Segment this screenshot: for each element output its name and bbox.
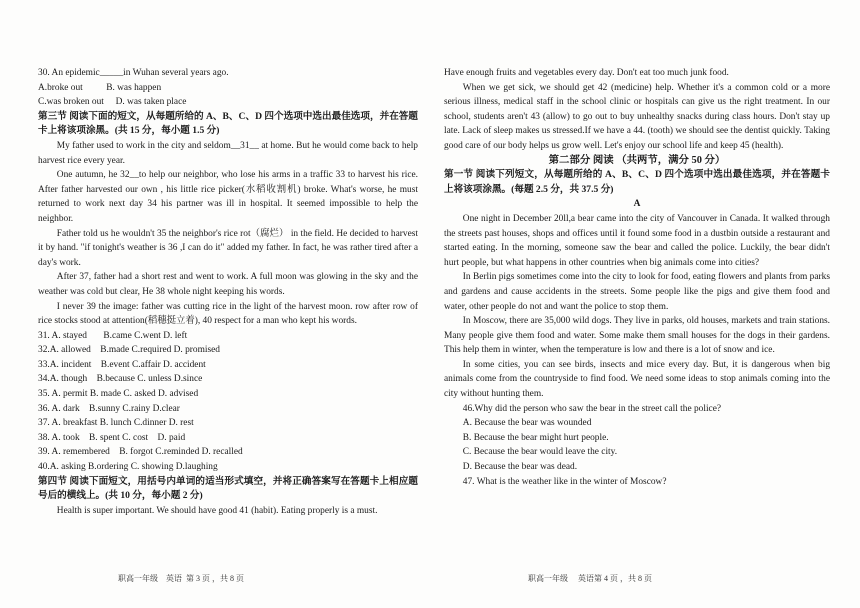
section-3-heading: 第三节 阅读下面的短文，从每题所给的 A、B、C、D 四个选项中选出最佳选项，并在答题卡上将该项涂黑。(共 15 分，每小题 1.5 分) [38,110,418,137]
passage-paragraph: One night in December 20ll,a bear came into the city of Vancouver in Canada. It walked through the streets past houses, shops and offices until it found some food in a dustbin outside a restaurant and started eating. In the morning, someone saw the bear and called the police. Luckily, the bear didn't hurt people, but what happens in other countries when big animals come into cities? [444,213,830,268]
cloze-option-38: 38. A. took B. spent C. cost D. paid [38,432,186,443]
section-1-heading: 第一节 阅读下列短文，从每题所给的 A、B、C、D 四个选项中选出最佳选项，并在答题卡上将该项涂黑。(每题 2.5 分，共 37.5 分) [444,169,830,195]
question-46-stem: 46.Why did the person who saw the bear in the street call the police? [462,403,722,414]
right-column [444,66,830,489]
passage-paragraph: In some cities, you can see birds, insects and mice every day. But, it is dangerous when big animals come from the countryside to find food. We need some ideas to stop animals coming into the city without hunting them. [444,359,830,400]
cloze-option-31: 31. A. stayed B.came C.went D. left [38,330,188,341]
passage-paragraph: In Moscow, there are 35,000 wild dogs. They live in parks, old houses, markets and train stations. Many people give them food and water. Some make them small houses for the dogs in their gardens. This help them in winter, when the temperature is low and there is a lot of snow and ice. [444,316,830,356]
passage-paragraph: In Berlin pigs sometimes come into the city to look for food, eating flowers and plants from parks and gardens and cause accidents in the streets. Some people like the pigs and give them food and water, other people do not and want the police to stop them. [444,272,830,312]
fill-in-paragraph-continued: Have enough fruits and vegetables every day. Don't eat too much junk food. [444,68,729,78]
cloze-option-32: 32.A. allowed B.made C.required D. promised [38,345,220,356]
question-46-option-a: A. Because the bear was wounded [462,418,592,429]
question-30-stem: 30. An epidemic_____in Wuhan several years ago. [38,68,229,78]
cloze-option-36: 36. A. dark B.sunny C.rainy D.clear [38,403,180,414]
fill-in-paragraph-2: When we get sick, we should get 42 (medicine) help. Whether it's a common cold or a more serious illness, medical staff in the school clinic or hospitals can give us the right treatment. In our school, students aren't 43 (allow) to go out to buy unhealthy snacks during class hours. Don't stay up late. Lack of sleep makes us stressed.If we have a 44. (tooth) we should see the dentist quickly. Taking good care of our body helps us grow well. Let's enjoy our school life and keep 45 (health). [444,82,830,151]
question-30-options-ab: A.broke out B. was happen [38,82,162,93]
cloze-paragraph: One autumn, he 32__to help our neighbor, who lose his arms in a traffic 33 to harvest his rice. After father harvested our own , his little rice picker(水稻收割机) broke. What's worse, he must returned to work next day 34 his partner was ill in hospital. It seemed impossible to help the neighbor. [38,170,418,224]
cloze-option-35: 35. A. permit B. made C. asked D. advised [38,389,199,400]
section-4-heading: 第四节 阅读下面短文，用括号内单词的适当形式填空，并将正确答案写在答题卡上相应题号后的横线上。(共 10 分，每小题 2 分) [38,475,418,502]
cloze-option-39: 39. A. remembered B. forgot C.reminded D. recalled [38,447,243,458]
part-2-heading: 第二部分 阅读 （共两节，满分 50 分） [548,154,726,166]
page-footer-right: 职高一年级 英语第 4 页 ，共 8 页 [528,574,652,583]
cloze-option-40: 40.A. asking B.ordering C. showing D.laughing [38,462,218,473]
question-46-option-c: C. Because the bear would leave the city. [462,447,618,458]
cloze-paragraph: Father told us he wouldn't 35 the neighbor's rice rot（腐烂） in the field. He decided to harvest it by hand. "if tonight's weather is 36 ,I can do it" added my father. In fact, he was rather tired after a day's work. [38,228,418,268]
question-46-option-d: D. Because the bear was dead. [462,462,578,473]
cloze-option-33: 33.A. incident B.event C.affair D. accident [38,359,206,370]
question-47-stem: 47. What is the weather like in the winter of Moscow? [462,476,667,487]
cloze-option-34: 34.A. though B.because C. unless D.since [38,374,203,385]
question-46-option-b: B. Because the bear might hurt people. [462,432,609,443]
fill-in-paragraph-start: Health is super important. We should have good 41 (habit). Eating properly is a must. [56,505,378,516]
passage-label: A [633,199,641,210]
cloze-paragraph: After 37, father had a short rest and went to work. A full moon was glowing in the sky and the weather was cold but clear, He 38 whole night keeping his words. [38,272,418,297]
cloze-option-37: 37. A. breakfast B. lunch C.dinner D. rest [38,418,194,429]
cloze-paragraph: My father used to work in the city and seldom__31__ at home. But he would come back to help harvest rice every year. [38,140,418,166]
page-footer-left: 职高一年级 英语 第 3 页 ，共 8 页 [118,574,244,583]
question-30-options-cd: C.was broken out D. was taken place [38,97,187,108]
cloze-paragraph: I never 39 the image: father was cutting rice in the light of the harvest moon. row after row of rice stocks stood at attention(稻穗挺立着), 40 respect for a man who kept his words. [38,301,418,327]
left-column [38,66,418,518]
